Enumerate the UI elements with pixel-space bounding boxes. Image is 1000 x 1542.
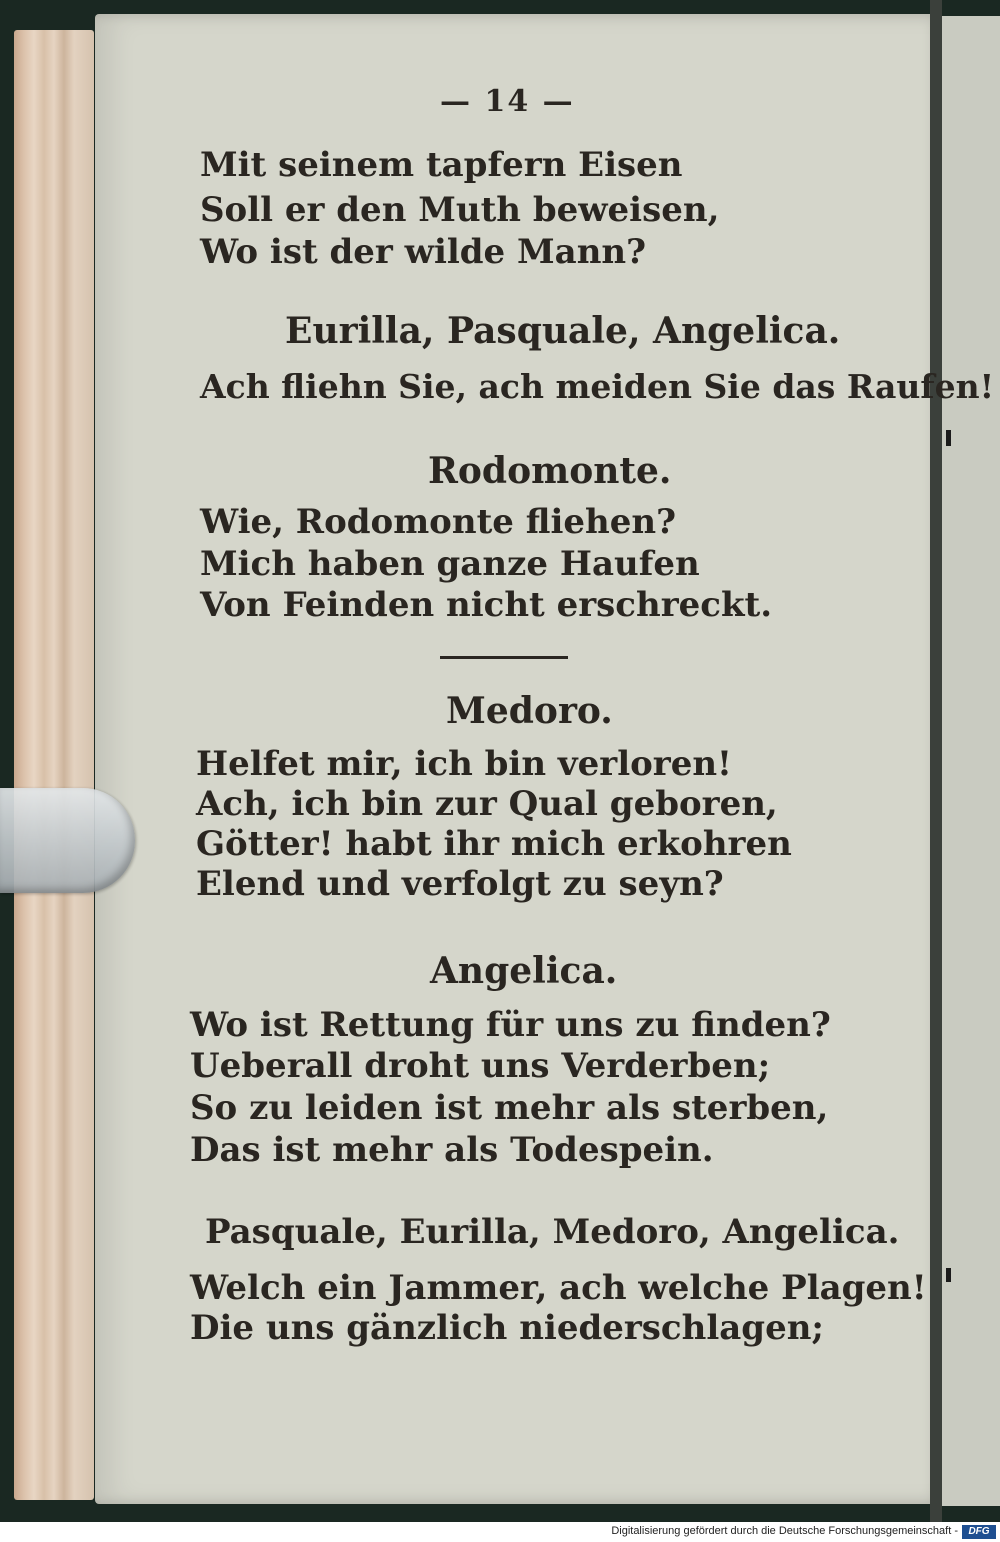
verse-line: Helfet mir, ich bin verloren! — [196, 744, 732, 784]
verse-line: Elend und verfolgt zu seyn? — [196, 864, 724, 904]
speaker-heading: Angelica. — [430, 950, 618, 992]
section-divider — [440, 656, 568, 659]
funding-note: Digitalisierung gefördert durch die Deutsche Forschungsgemeinschaft - — [611, 1525, 958, 1537]
verse-line: Ach, ich bin zur Qual geboren, — [196, 784, 778, 824]
book-gutter — [930, 0, 942, 1522]
dfg-logo: DFG — [962, 1525, 996, 1539]
facing-page-edge — [942, 16, 1000, 1506]
verse-line: Götter! habt ihr mich erkohren — [196, 824, 792, 864]
verse-line: Wo ist Rettung für uns zu finden? — [190, 1005, 831, 1045]
verse-line: Ueberall droht uns Verderben; — [190, 1046, 771, 1086]
page-number: — 14 — — [440, 84, 575, 119]
page-holder-clip — [0, 788, 135, 893]
speaker-heading: Eurilla, Pasquale, Angelica. — [285, 310, 841, 352]
digitization-footer — [0, 1522, 1000, 1542]
verse-line: Von Feinden nicht erschreckt. — [200, 585, 773, 625]
facing-page-mark — [946, 430, 951, 446]
facing-page-mark — [946, 1268, 951, 1282]
verse-line: Soll er den Muth beweisen, — [200, 190, 720, 230]
verse-line: Mit seinem tapfern Eisen — [200, 145, 683, 185]
verse-line: Welch ein Jammer, ach welche Plagen! — [190, 1268, 927, 1308]
verse-line: Mich haben ganze Haufen — [200, 544, 700, 584]
verse-line: Das ist mehr als Todespein. — [190, 1130, 714, 1170]
verse-line: Wie, Rodomonte fliehen? — [200, 502, 676, 542]
speaker-heading: Pasquale, Eurilla, Medoro, Angelica. — [205, 1212, 900, 1252]
speaker-heading: Rodomonte. — [428, 450, 672, 492]
verse-line: So zu leiden ist mehr als sterben, — [190, 1088, 829, 1128]
verse-line: Wo ist der wilde Mann? — [200, 232, 647, 272]
book-page-edges — [14, 30, 94, 1500]
verse-line: Ach fliehn Sie, ach meiden Sie das Raufen! — [200, 367, 995, 406]
verse-line: Die uns gänzlich niederschlagen; — [190, 1308, 824, 1348]
speaker-heading: Medoro. — [446, 690, 613, 732]
